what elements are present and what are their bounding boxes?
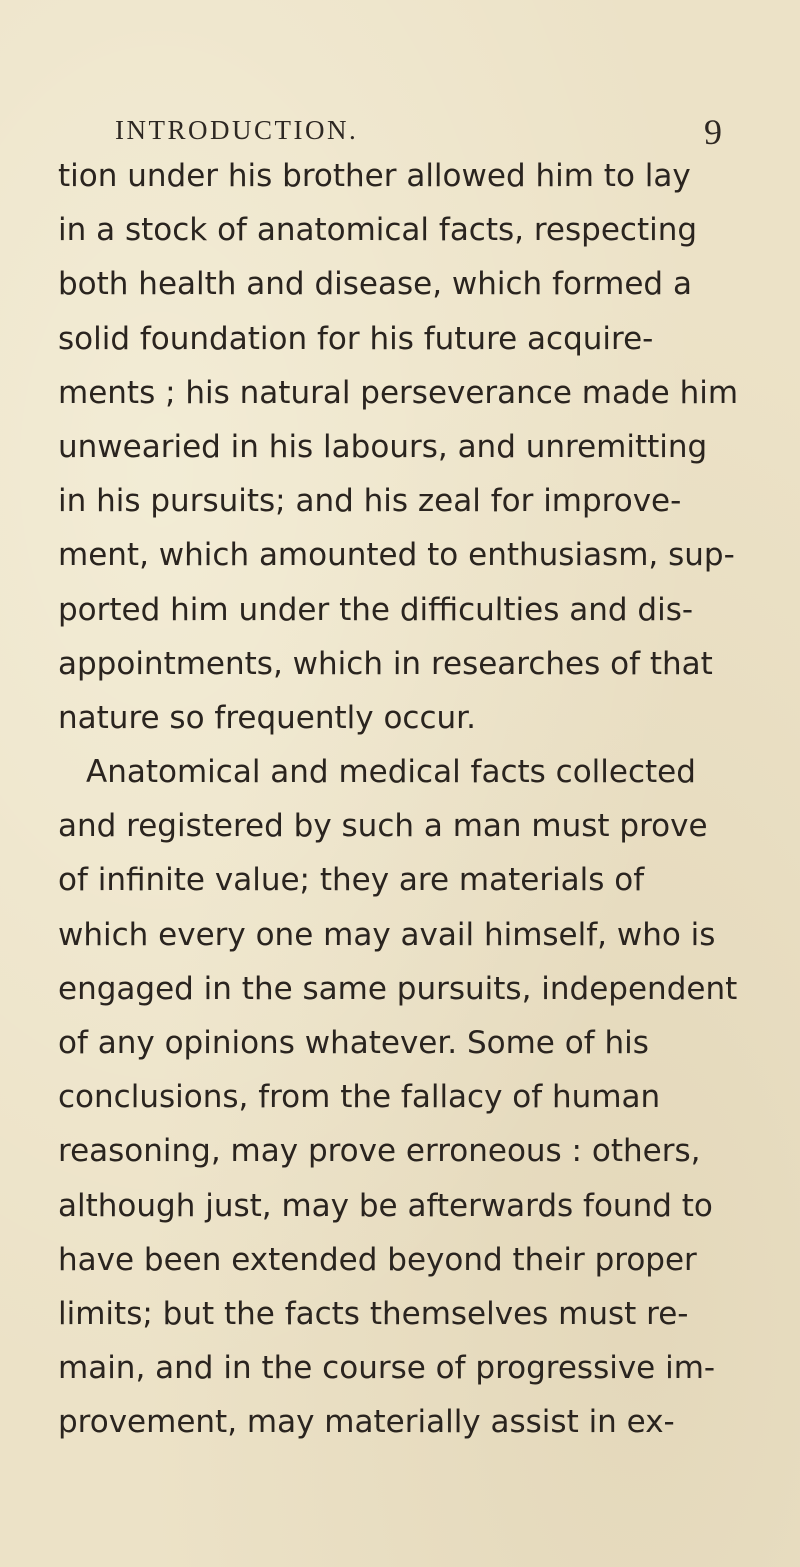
text-line: ment, which amounted to enthusiasm, sup- — [58, 537, 735, 574]
text-line: in his pursuits; and his zeal for improve- — [58, 483, 682, 520]
page-number: 9 — [704, 112, 722, 152]
text-line: in a stock of anatomical facts, respecting — [58, 212, 698, 249]
text-line: main, and in the course of progressive im- — [58, 1350, 716, 1387]
text-line: engaged in the same pursuits, independent — [58, 970, 738, 1007]
text-line: tion under his brother allowed him to lay — [58, 158, 691, 194]
text-line: provement, may materially assist in ex- — [58, 1404, 675, 1441]
text-line: which every one may avail himself, who is — [58, 916, 716, 953]
text-line: unwearied in his labours, and unremitting — [58, 428, 708, 465]
text-line: and registered by such a man must prove — [58, 808, 708, 845]
text-line: have been extended beyond their proper — [58, 1241, 697, 1278]
text-line: appointments, which in researches of that — [58, 645, 713, 682]
paragraph-start-line: Anatomical and medical facts collected — [86, 754, 696, 791]
text-line: both health and disease, which formed a — [58, 266, 692, 303]
text-line: ments ; his natural perseverance made him — [58, 374, 739, 411]
text-line: although just, may be afterwards found to — [58, 1187, 713, 1224]
text-line: reasoning, may prove erroneous : others, — [58, 1133, 701, 1170]
text-line: ported him under the difficulties and dis- — [58, 591, 694, 628]
running-title: INTRODUCTION. — [115, 115, 359, 145]
body-text — [58, 149, 778, 1450]
text-line: conclusions, from the fallacy of human — [58, 1079, 661, 1116]
text-line: solid foundation for his future acquire- — [58, 320, 654, 357]
text-line: limits; but the facts themselves must re- — [58, 1295, 689, 1332]
running-head — [0, 110, 800, 154]
text-line: of infinite value; they are materials of — [58, 862, 645, 899]
text-line: of any opinions whatever. Some of his — [58, 1025, 649, 1061]
text-line: nature so frequently occur. — [58, 699, 476, 736]
